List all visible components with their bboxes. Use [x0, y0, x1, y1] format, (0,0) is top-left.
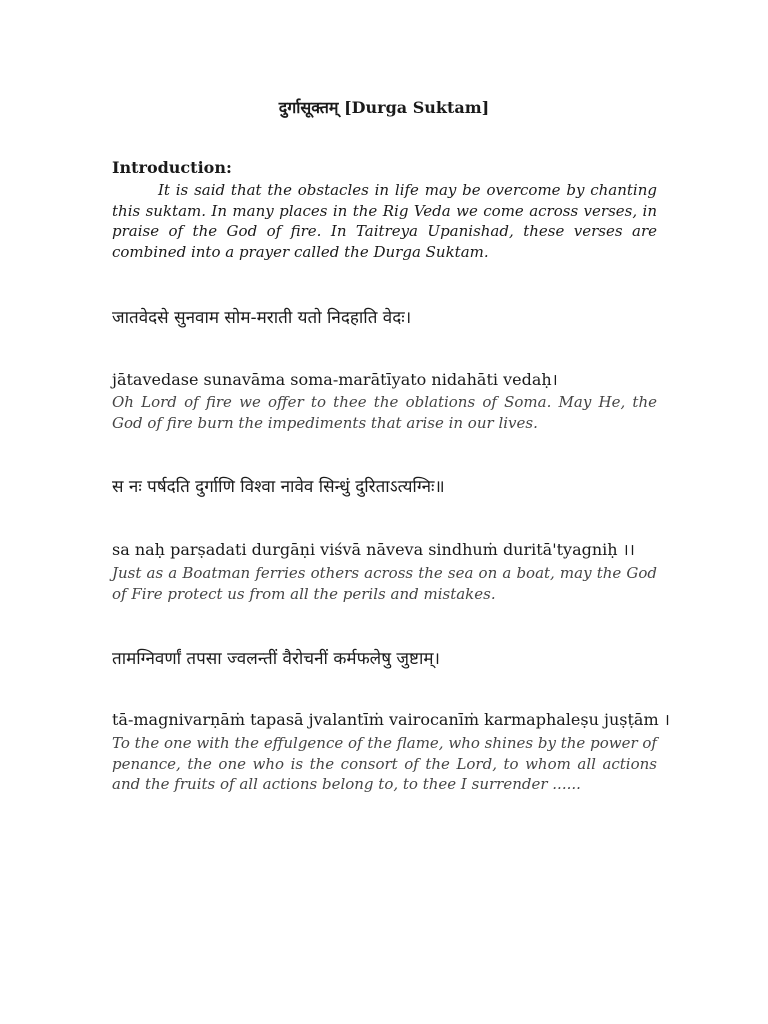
introduction-heading: Introduction: — [112, 158, 232, 177]
verse-2-translation: Just as a Boatman ferries others across the sea on a boat, may the God of Fire protect us from all the perils and mistakes. — [112, 564, 657, 603]
introduction-text: It is said that the obstacles in life may be overcome by chanting this suktam. In many places in the Rig Veda we come across verses, in praise of the God of fire. In Taitreya Upanishad, these verses are combined into a prayer called the Durga Suktam. — [112, 181, 657, 261]
page-title: दुर्गासूक्तम् [Durga Suktam] — [278, 98, 490, 117]
verse-1-transliteration: jātavedase sunavāma soma-marātīyato nidahāti vedaḥ। — [112, 370, 558, 389]
introduction-paragraph — [112, 180, 657, 262]
verse-1-devanagari: जातवेदसे सुनवाम सोम-मराती यतो निदहाति वेदः। — [112, 308, 412, 328]
verse-2-transliteration: sa naḥ parṣadati durgāṇi viśvā nāveva sindhuṁ duritā'tyagniḥ ।। — [112, 540, 635, 559]
verse-1-translation: Oh Lord of fire we offer to thee the oblations of Soma. May He, the God of fire burn the impediments that arise in our lives. — [112, 393, 657, 432]
verse-2-devanagari: स नः पर्षदति दुर्गाणि विश्वा नावेव सिन्धुं दुरिताऽत्यग्निः॥ — [112, 477, 445, 497]
verse-3-transliteration: tā-magnivarṇāṁ tapasā jvalantīṁ vairocanīṁ karmaphaleṣu juṣṭām । — [112, 710, 670, 729]
verse-3-translation: To the one with the effulgence of the flame, who shines by the power of penance, the one who is the consort of the Lord, to whom all actions and the fruits of all actions belong to, to thee I surrender ...... — [112, 734, 657, 793]
verse-3-devanagari: तामग्निवर्णां तपसा ज्वलन्तीं वैरोचनीं कर्मफलेषु जुष्टाम्। — [112, 649, 440, 669]
